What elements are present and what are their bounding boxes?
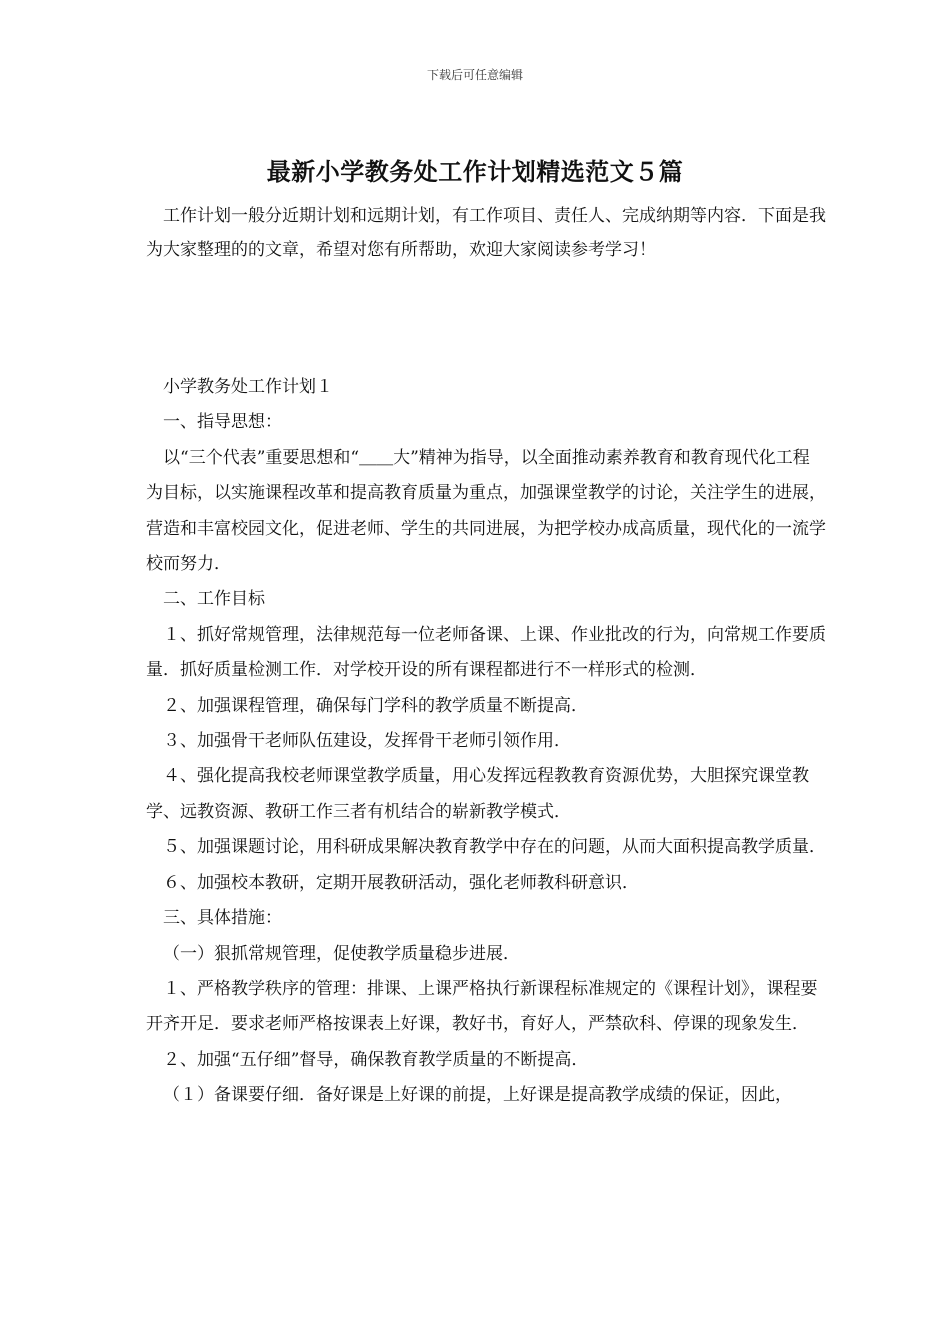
subsection-heading: 三、具体措施： — [163, 908, 282, 929]
document-body — [146, 370, 826, 1114]
list-item: １、抓好常规管理，法律规范每一位老师备课、上课、作业批改的行为，向常规工作要质量．抓好质量检测工作．对学校开设的所有课程都进行不一样形式的检测． — [146, 624, 826, 681]
list-item: ５、加强课题讨论，用科研成果解决教育教学中存在的问题，从而大面积提高教学质量． — [163, 837, 826, 858]
list-item: ２、加强“五仔细”督导，确保教育教学质量的不断提高． — [163, 1049, 589, 1070]
list-item: １、严格教学秩序的管理：排课、上课严格执行新课程标准规定的《课程计划》，课程要开齐开足．要求老师严格按课表上好课，教好书，育好人，严禁砍科、停课的现象发生． — [146, 978, 818, 1035]
intro-paragraph — [146, 199, 826, 267]
list-item: ２、加强课程管理，确保每门学科的教学质量不断提高． — [163, 695, 588, 716]
list-item: ３、加强骨干老师队伍建设，发挥骨干老师引领作用． — [163, 731, 571, 752]
subsection-heading: 二、工作目标 — [163, 589, 265, 610]
body-paragraph: 以“三个代表”重要思想和“＿＿大”精神为指导，以全面推动素养教育和教育现代化工程为目标，以实施课程改革和提高教育质量为重点，加强课堂教学的讨论，关注学生的进展，营造和丰富校园文化，促进老师、学生的共同进展，为把学校办成高质量，现代化的一流学校而努力． — [146, 447, 826, 575]
intro-text: 工作计划一般分近期计划和远期计划，有工作项目、责任人、完成纳期等内容．下面是我为大家整理的的文章，希望对您有所帮助，欢迎大家阅读参考学习！ — [146, 206, 826, 260]
section-heading: 小学教务处工作计划１ — [163, 377, 333, 397]
page-header: 下载后可任意编辑 — [426, 68, 523, 82]
document-title: 最新小学教务处工作计划精选范文５篇 — [266, 157, 684, 186]
list-item: （１）备课要仔细．备好课是上好课的前提，上好课是提高教学成绩的保证，因此， — [163, 1085, 792, 1106]
list-item: ４、强化提高我校老师课堂教学质量，用心发挥远程教教育资源优势，大胆探究课堂教学、远教资源、教研工作三者有机结合的崭新教学模式． — [146, 766, 809, 822]
list-item: ６、加强校本教研，定期开展教研活动，强化老师教科研意识． — [163, 872, 639, 893]
subsection-heading: （一）狠抓常规管理，促使教学质量稳步进展． — [163, 943, 520, 964]
subsection-heading: 一、指导思想： — [163, 412, 282, 433]
